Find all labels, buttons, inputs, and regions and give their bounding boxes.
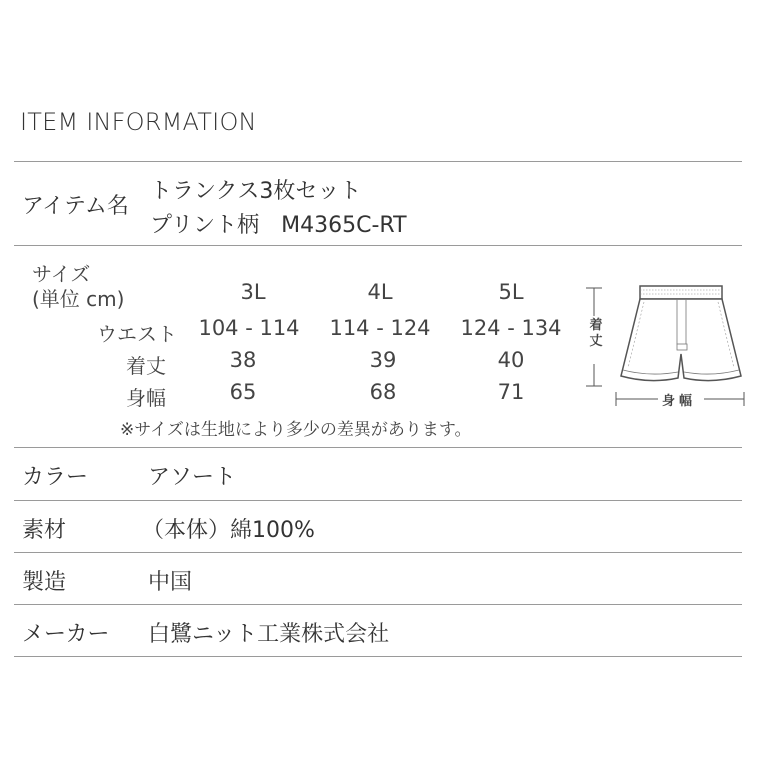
waist-4l: 114 - 124 <box>329 316 431 340</box>
trunks-body <box>621 299 741 381</box>
page-title: ITEM INFORMATION <box>20 108 257 136</box>
divider <box>14 656 742 657</box>
size-column-5l: 5L <box>498 280 524 304</box>
origin-label: 製造 <box>22 570 67 595</box>
waist-label: ウエスト <box>97 322 177 346</box>
diagram-width-label: 身幅 <box>662 394 697 409</box>
material-value: （本体）綿100% <box>142 518 315 543</box>
divider <box>14 161 742 162</box>
fly-button <box>677 344 687 350</box>
size-note: ※サイズは生地により多少の差異があります。 <box>120 420 472 440</box>
width-label: 身幅 <box>126 386 166 410</box>
waistband <box>640 286 722 299</box>
origin-value: 中国 <box>148 570 193 595</box>
maker-label: メーカー <box>22 622 110 647</box>
item-name-line2: プリント柄 M4365C-RT <box>150 213 407 238</box>
divider <box>14 500 742 501</box>
color-value: アソート <box>148 465 237 490</box>
size-column-4l: 4L <box>367 280 393 304</box>
width-3l: 65 <box>229 380 257 404</box>
length-5l: 40 <box>497 348 525 372</box>
divider <box>14 447 742 448</box>
length-label: 着丈 <box>126 354 166 378</box>
maker-value: 白鷺ニット工業株式会社 <box>148 622 390 647</box>
diagram-length-label: 着丈 <box>589 318 603 349</box>
divider <box>14 552 742 553</box>
size-label: サイズ <box>32 262 91 286</box>
color-label: カラー <box>22 465 89 490</box>
item-name-label: アイテム名 <box>22 194 129 219</box>
size-unit-label: (単位 cm) <box>32 287 125 311</box>
item-name-line1: トランクス3枚セット <box>150 179 362 204</box>
size-column-3l: 3L <box>240 280 266 304</box>
width-4l: 68 <box>369 380 397 404</box>
width-5l: 71 <box>497 380 525 404</box>
length-4l: 39 <box>369 348 397 372</box>
length-3l: 38 <box>229 348 257 372</box>
divider <box>14 604 742 605</box>
waist-3l: 104 - 114 <box>198 316 300 340</box>
waist-5l: 124 - 134 <box>460 316 562 340</box>
material-label: 素材 <box>22 518 67 543</box>
divider <box>14 245 742 246</box>
